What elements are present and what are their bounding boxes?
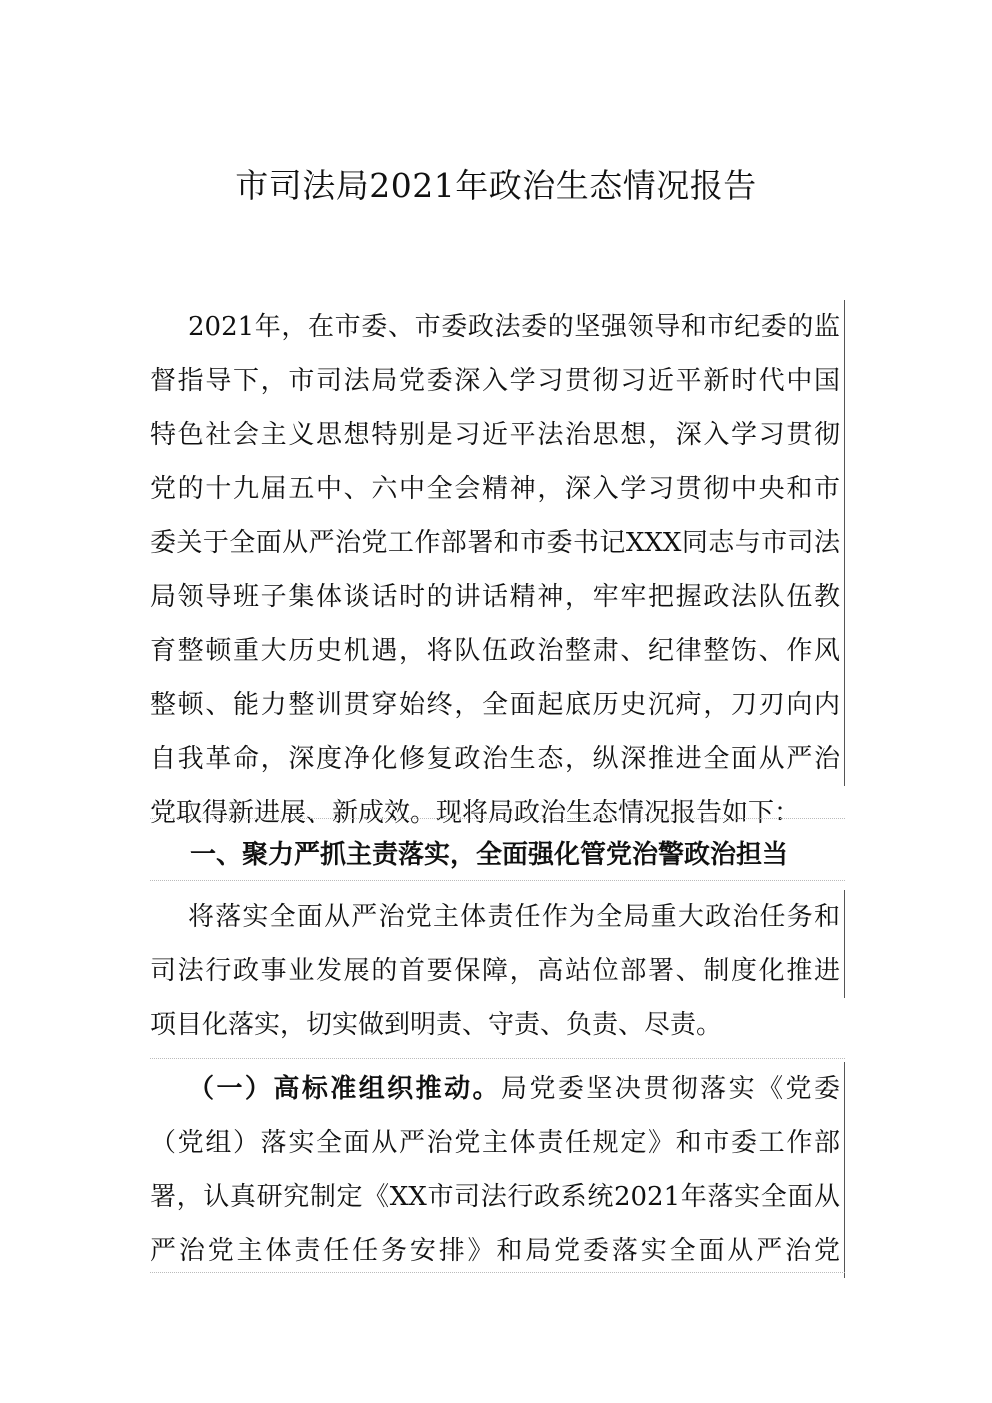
dotted-separator (150, 818, 845, 819)
text-line: 司法行政事业发展的首要保障，高站位部署、制度化推进 (150, 944, 845, 998)
text-line: （党组）落实全面从严治党主体责任规定》和市委工作部 (150, 1116, 845, 1170)
dotted-separator (150, 1272, 845, 1273)
text-line (150, 1062, 845, 1116)
text-line: 局领导班子集体谈话时的讲话精神，牢牢把握政法队伍教 (150, 570, 845, 624)
text-line: 党取得新进展、新成效。现将局政治生态情况报告如下： (150, 798, 801, 828)
dotted-separator (150, 1058, 845, 1059)
dotted-separator (150, 880, 845, 881)
text-line: 自我革命，深度净化修复政治生态，纵深推进全面从严治 (150, 732, 845, 786)
subsection-1-paragraph (150, 1062, 845, 1278)
text-line: 特色社会主义思想特别是习近平法治思想，深入学习贯彻 (150, 408, 845, 462)
document-title: 市司法局2021年政治生态情况报告 (235, 166, 757, 205)
text-line: 委关于全面从严治党工作部署和市委书记XXX同志与市司法 (150, 516, 845, 570)
intro-paragraph (150, 300, 845, 840)
text-line: 项目化落实，切实做到明责、守责、负责、尽责。 (150, 1010, 723, 1040)
subsection-lead: （一）高标准组织推动。 (188, 1074, 501, 1104)
text-line: 整顿、能力整训贯穿始终，全面起底历史沉疴，刀刃向内 (150, 678, 845, 732)
text-line: 署，认真研究制定《XX市司法行政系统2021年落实全面从 (150, 1170, 845, 1224)
subsection-lead-rest: 局党委坚决贯彻落实《党委 (501, 1074, 840, 1104)
section-heading-1: 一、聚力严抓主责落实，全面强化管党治警政治担当 (190, 840, 789, 870)
section-1-paragraph (150, 890, 845, 1052)
text-line: 党的十九届五中、六中全会精神，深入学习贯彻中央和市 (150, 462, 845, 516)
text-line: 2021年，在市委、市委政法委的坚强领导和市纪委的监 (150, 300, 845, 354)
text-line: 育整顿重大历史机遇，将队伍政治整肃、纪律整饬、作风 (150, 624, 845, 678)
text-line: 督指导下，市司法局党委深入学习贯彻习近平新时代中国 (150, 354, 845, 408)
text-line: 将落实全面从严治党主体责任作为全局重大政治任务和 (150, 890, 845, 944)
text-line: 严治党主体责任任务安排》和局党委落实全面从严治党 (150, 1224, 845, 1278)
